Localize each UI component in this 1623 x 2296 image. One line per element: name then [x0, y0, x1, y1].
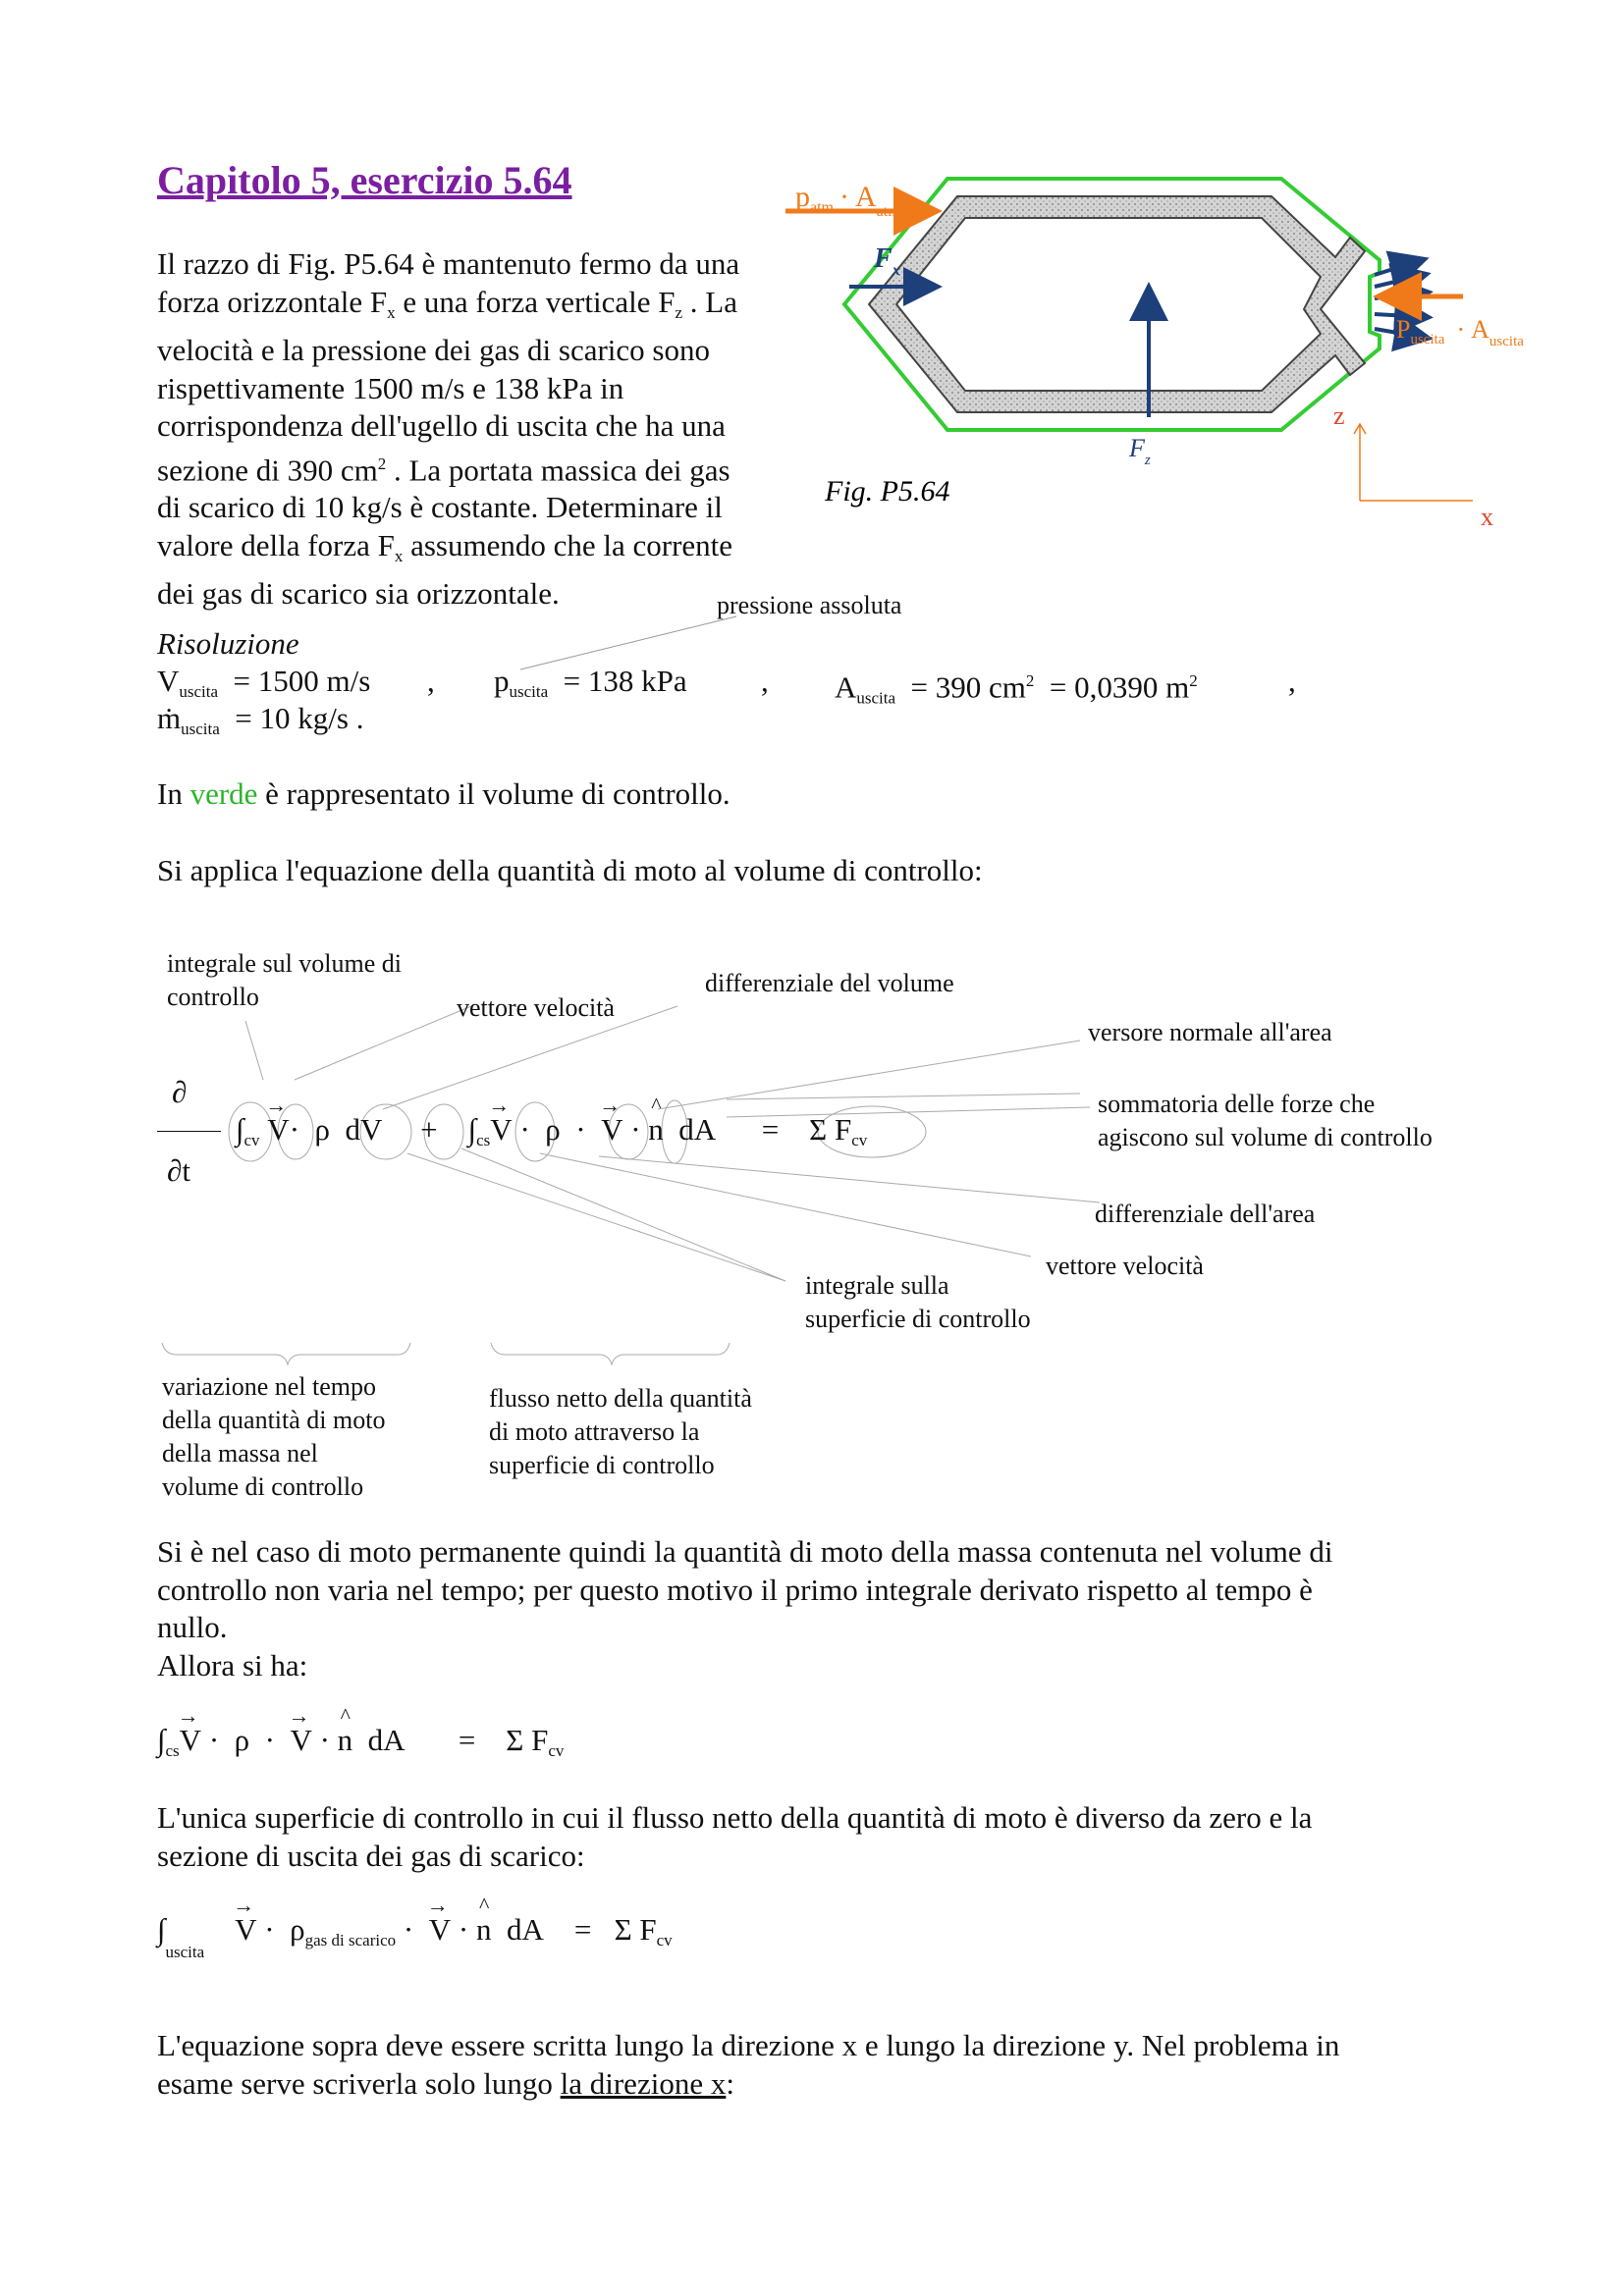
- intro-line-6: sezione di 390 $cm^2$ . La portata massica dei gas: [157, 452, 730, 487]
- intro-line-8: valore della forza $F_x$ assumendo che la corrente: [157, 527, 733, 565]
- page-title: Capitolo 5, esercizio 5.64: [157, 158, 572, 202]
- annotation-variazione: variazione nel tempo della quantità di moto della massa nel volume di controllo: [162, 1372, 386, 1501]
- axis-z-label: z: [1333, 401, 1345, 430]
- eq-partial-top: ∂: [172, 1075, 188, 1109]
- annotation-integrale-superficie: integrale sulla superficie di controllo: [805, 1271, 1031, 1333]
- equation-main: $\int_{cv} \to V\cdot \rho$ dV + $\int_{cs}\to V \cdot \rho$ · → V · ^ n dA = Σ $F_{cv}$: [236, 1112, 867, 1150]
- axis-x-label: x: [1481, 503, 1493, 531]
- paragraph-unica: L'unica superficie di controllo in cui il flusso netto della quantità di moto è diverso da zero e la sezione di uscita dei gas di scarico:: [157, 1800, 1313, 1873]
- p-atm-label: $p_{atm} \cdot A_{atm}$: [795, 181, 900, 220]
- fz-label: $F_z$: [1129, 434, 1151, 468]
- intro-line-2: forza orizzontale $F_x$ e una forza verticale $F_z$ . La: [157, 284, 737, 322]
- annotation-sommatoria: sommatoria delle forze che agiscono sul volume di controllo: [1098, 1090, 1433, 1151]
- rocket-body: [869, 196, 1365, 412]
- intro-line-5: corrispondenza dell'ugello di uscita che ha una: [157, 408, 726, 443]
- intro-paragraph: [157, 245, 805, 614]
- data-line-1: $V_{uscita} = 1500$ m/s: [157, 664, 371, 701]
- intro-line-3: velocità e la pressione dei gas di scarico sono: [157, 333, 710, 367]
- figure-caption: Fig. P5.64: [825, 475, 950, 507]
- p-uscita-label: $P_{uscita} \cdot A_{uscita}$: [1396, 315, 1524, 349]
- intro-line-7: di scarico di 10 kg/s è costante. Determinare il: [157, 490, 723, 525]
- data-line-p: $p_{uscita} = 138$ kPa: [494, 664, 687, 701]
- intro-line-1: Il razzo di Fig. P5.64 è mantenuto fermo da una: [157, 246, 740, 281]
- annotation-integrale-volume: integrale sul volume di controllo: [167, 949, 403, 1011]
- rocket-figure: [785, 167, 1571, 540]
- data-line-m: ṁ$_{uscita}$ = 10 kg/s .: [157, 701, 364, 738]
- fx-label: $F_x$: [874, 243, 900, 279]
- annotation-vettore-velocita-2: vettore velocità: [1046, 1252, 1204, 1280]
- comma-1: ,: [427, 664, 435, 698]
- annotation-vettore-velocita: vettore velocità: [457, 993, 615, 1022]
- intro-line-9: dei gas di scarico sia orizzontale.: [157, 576, 560, 612]
- comma-3: ,: [1288, 664, 1296, 698]
- intro-line-4: rispettivamente 1500 m/s e 138 kPa in: [157, 370, 624, 405]
- risoluzione-heading: Risoluzione: [157, 626, 299, 661]
- equation-2: $\int_{cs}\to V \cdot \rho$ · → V · ^ n dA = Σ $F_{cv}$: [157, 1723, 564, 1761]
- data-line-a: $A_{uscita} = 390$ $cm^2 = 0,0390$ $m^2$: [835, 669, 1198, 708]
- eq-fraction-bar: [157, 1131, 221, 1132]
- applica-line: Si applica l'equazione della quantità di moto al volume di controllo:: [157, 853, 983, 887]
- pressione-assoluta-note: pressione assoluta: [717, 591, 902, 619]
- verde-line: In verde è rappresentato il volume di controllo.: [157, 776, 730, 811]
- annotation-flusso: flusso netto della quantità di moto attraverso la superficie di controllo: [489, 1384, 752, 1479]
- comma-2: ,: [761, 664, 769, 698]
- annotation-differenziale-volume: differenziale del volume: [705, 969, 954, 997]
- equation-3: $\int_{uscita}$ → $V \cdot \rho_{gas di scarico}$ · → V · ^ n dA = Σ $F_{cv}$: [157, 1912, 673, 1962]
- eq-partial-bottom: ∂t: [167, 1153, 190, 1188]
- annotation-differenziale-area: differenziale dell'area: [1095, 1200, 1316, 1228]
- paragraph-finale: L'equazione sopra deve essere scritta lungo la direzione x e lungo la direzione y. Nel problema in esame serve scriverla solo lungo la direzione x:: [157, 2028, 1340, 2101]
- paragraph-moto-permanente: Si è nel caso di moto permanente quindi la quantità di moto della massa contenuta nel volume di controllo non varia nel tempo; per questo motivo il primo integrale derivato rispetto al tempo è nullo. Allora si ha:: [157, 1534, 1333, 1682]
- annotation-versore-normale: versore normale all'area: [1088, 1018, 1332, 1046]
